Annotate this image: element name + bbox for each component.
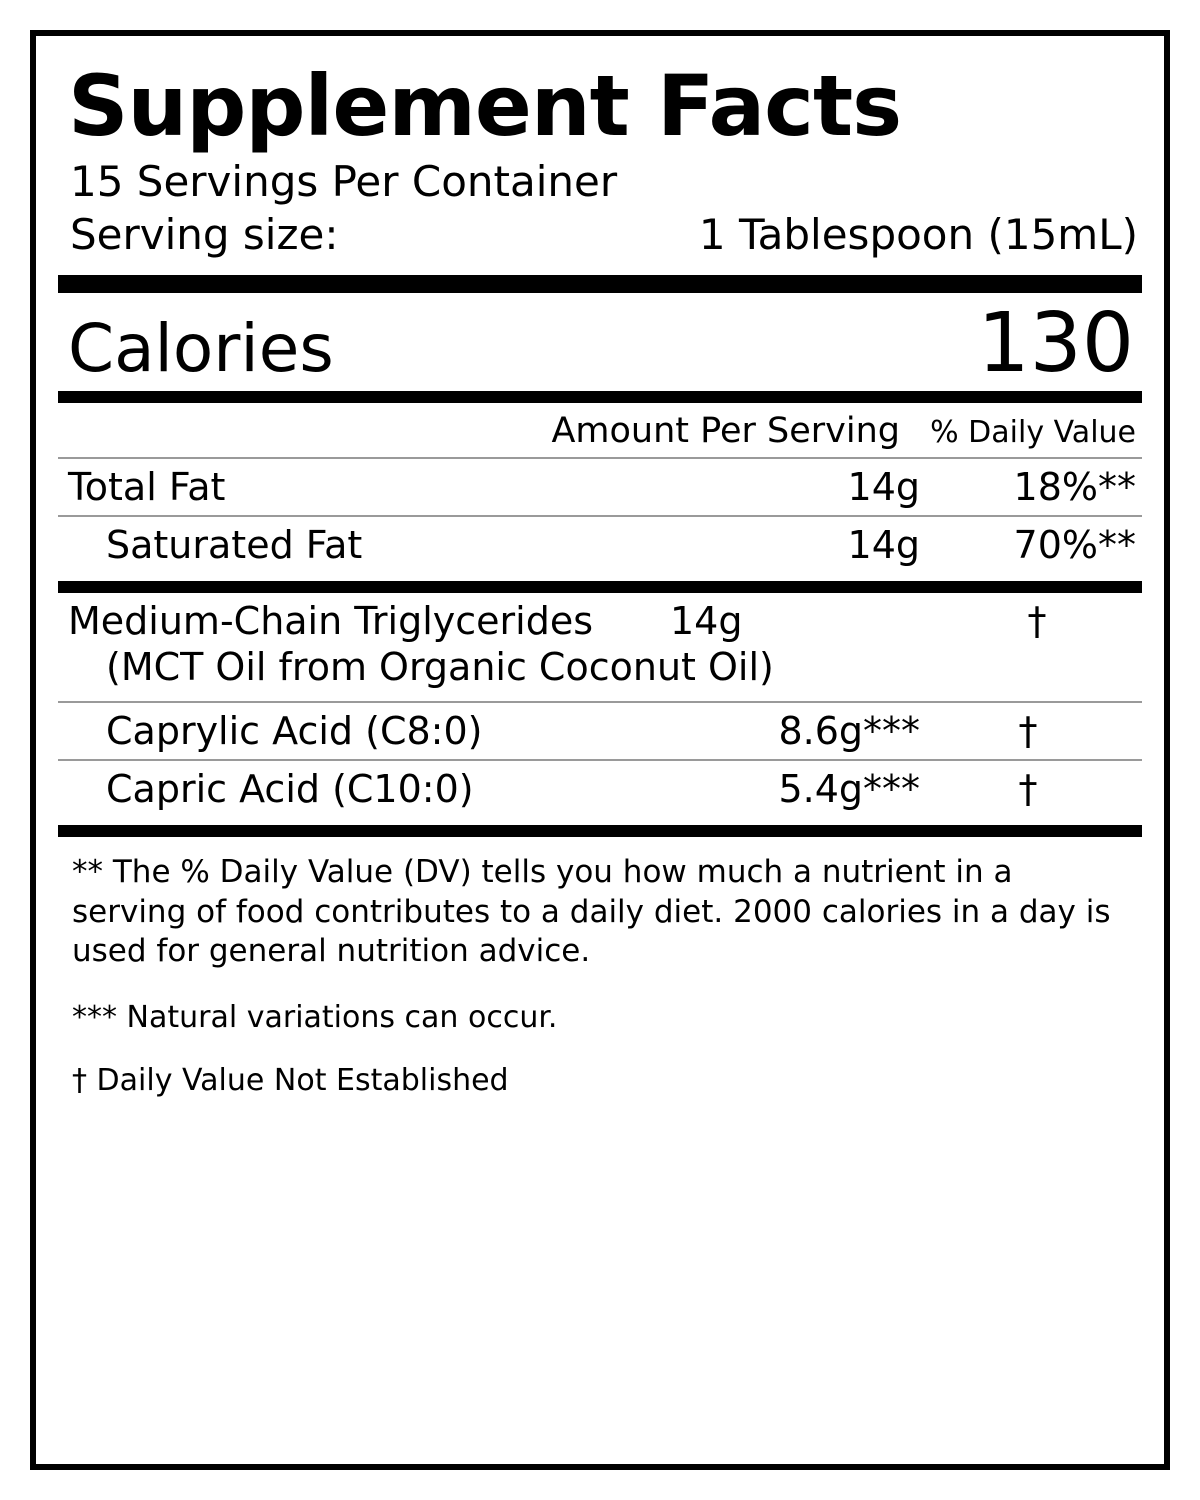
servings-per-container: 15 Servings Per Container [70, 157, 618, 206]
nutrient-amount: 14g [847, 465, 920, 510]
table-row [68, 459, 1136, 515]
divider-thick-mid [58, 581, 1142, 593]
natural-variation-footnote: *** Natural variations can occur. [72, 1000, 558, 1036]
supplement-facts-panel [30, 30, 1170, 1470]
daily-value-header: % Daily Value [930, 415, 1136, 451]
mct-row [68, 599, 1136, 643]
nutrient-name: Caprylic Acid (C8:0) [106, 709, 483, 754]
mct-amount: 14g [670, 599, 743, 644]
mct-name: Medium-Chain Triglycerides [68, 599, 594, 644]
amount-per-serving-header: Amount Per Serving [551, 411, 900, 452]
divider-thick-bottom [58, 825, 1142, 837]
footnotes [72, 853, 1130, 1100]
calories-label: Calories [68, 310, 334, 387]
table-row [68, 761, 1136, 817]
table-row [68, 703, 1136, 759]
nutrient-name: Saturated Fat [106, 523, 363, 568]
supplement-facts-content [58, 50, 1142, 1454]
serving-size-row [70, 209, 1138, 262]
nutrient-daily-value: † [1018, 767, 1038, 812]
mct-source-line: (MCT Oil from Organic Coconut Oil) [106, 645, 774, 690]
page-title: Supplement Facts [68, 57, 902, 155]
nutrient-amount: 14g [847, 523, 920, 568]
nutrient-name: Capric Acid (C10:0) [106, 767, 474, 812]
dagger-footnote: † Daily Value Not Established [72, 1063, 509, 1099]
divider-under-calories [58, 391, 1142, 403]
nutrient-amount: 5.4g*** [778, 767, 920, 812]
calories-value: 130 [977, 296, 1134, 391]
mct-block [68, 593, 1136, 691]
divider-thick-top [58, 275, 1142, 293]
calories-row [68, 296, 1134, 391]
nutrient-daily-value: 70%** [1013, 523, 1136, 568]
table-headers [58, 411, 1136, 451]
nutrient-amount: 8.6g*** [778, 709, 920, 754]
table-row [68, 517, 1136, 573]
serving-size-value: 1 Tablespoon (15mL) [698, 209, 1138, 259]
serving-size-label: Serving size: [70, 209, 339, 259]
mct-daily-value: † [1027, 599, 1047, 644]
nutrient-daily-value: 18%** [1013, 465, 1136, 510]
nutrient-name: Total Fat [68, 465, 226, 510]
nutrient-daily-value: † [1018, 709, 1038, 754]
daily-value-footnote: ** The % Daily Value (DV) tells you how much a nutrient in a serving of food contributes to a daily diet. 2000 calories in a day is used for general nutrition advice. [72, 854, 1111, 970]
